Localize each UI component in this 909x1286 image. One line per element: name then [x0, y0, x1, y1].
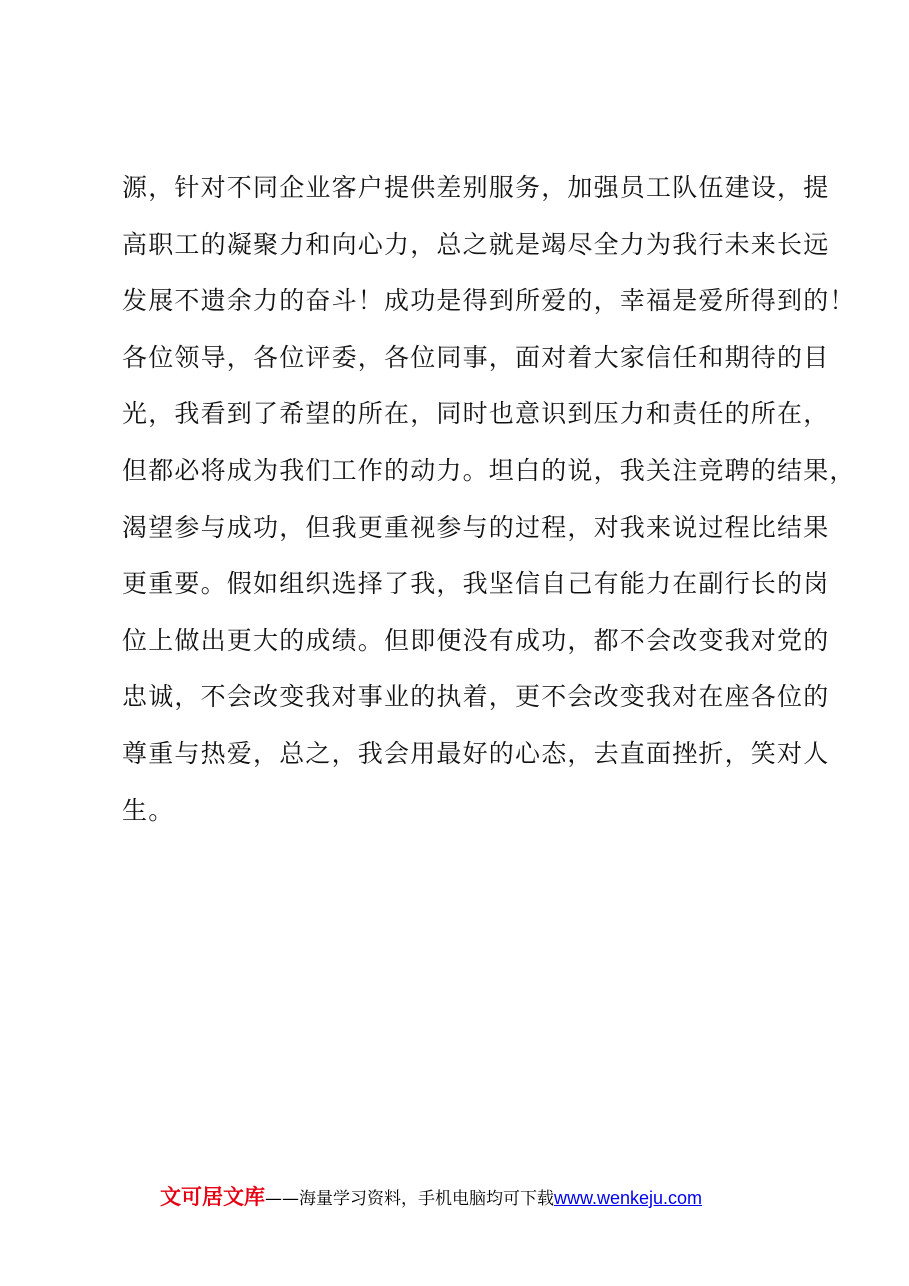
text-line: 高职工的凝聚力和向心力，总之就是竭尽全力为我行未来长远	[122, 229, 830, 259]
footer-tagline: ——海量学习资料，手机电脑均可下载	[265, 1189, 554, 1209]
text-line: 位上做出更大的成绩。但即便没有成功，都不会改变我对党的	[122, 625, 830, 655]
footer-website-link[interactable]: www.wenkeju.com	[554, 1188, 703, 1208]
text-line: 但都必将成为我们工作的动力。坦白的说，我关注竞聘的结果，	[122, 455, 856, 485]
document-body	[122, 164, 856, 843]
text-line: 渴望参与成功，但我更重视参与的过程，对我来说过程比结果	[122, 512, 830, 542]
text-line: 尊重与热爱，总之，我会用最好的心态，去直面挫折，笑对人	[122, 738, 830, 768]
text-line: 各位领导，各位评委，各位同事，面对着大家信任和期待的目	[122, 342, 830, 372]
text-line: 忠诚，不会改变我对事业的执着，更不会改变我对在座各位的	[122, 682, 830, 712]
text-line: 光，我看到了希望的所在，同时也意识到压力和责任的所在，	[122, 399, 830, 429]
text-line: 更重要。假如组织选择了我，我坚信自己有能力在副行长的岗	[122, 569, 830, 599]
footer-banner	[160, 1181, 800, 1213]
text-line: 源，针对不同企业客户提供差别服务，加强员工队伍建设，提	[122, 173, 830, 202]
text-line: 发展不遗余力的奋斗！成功是得到所爱的，幸福是爱所得到的！	[122, 286, 856, 316]
text-line: 生。	[122, 795, 175, 825]
footer-brand: 文可居文库	[160, 1185, 265, 1209]
